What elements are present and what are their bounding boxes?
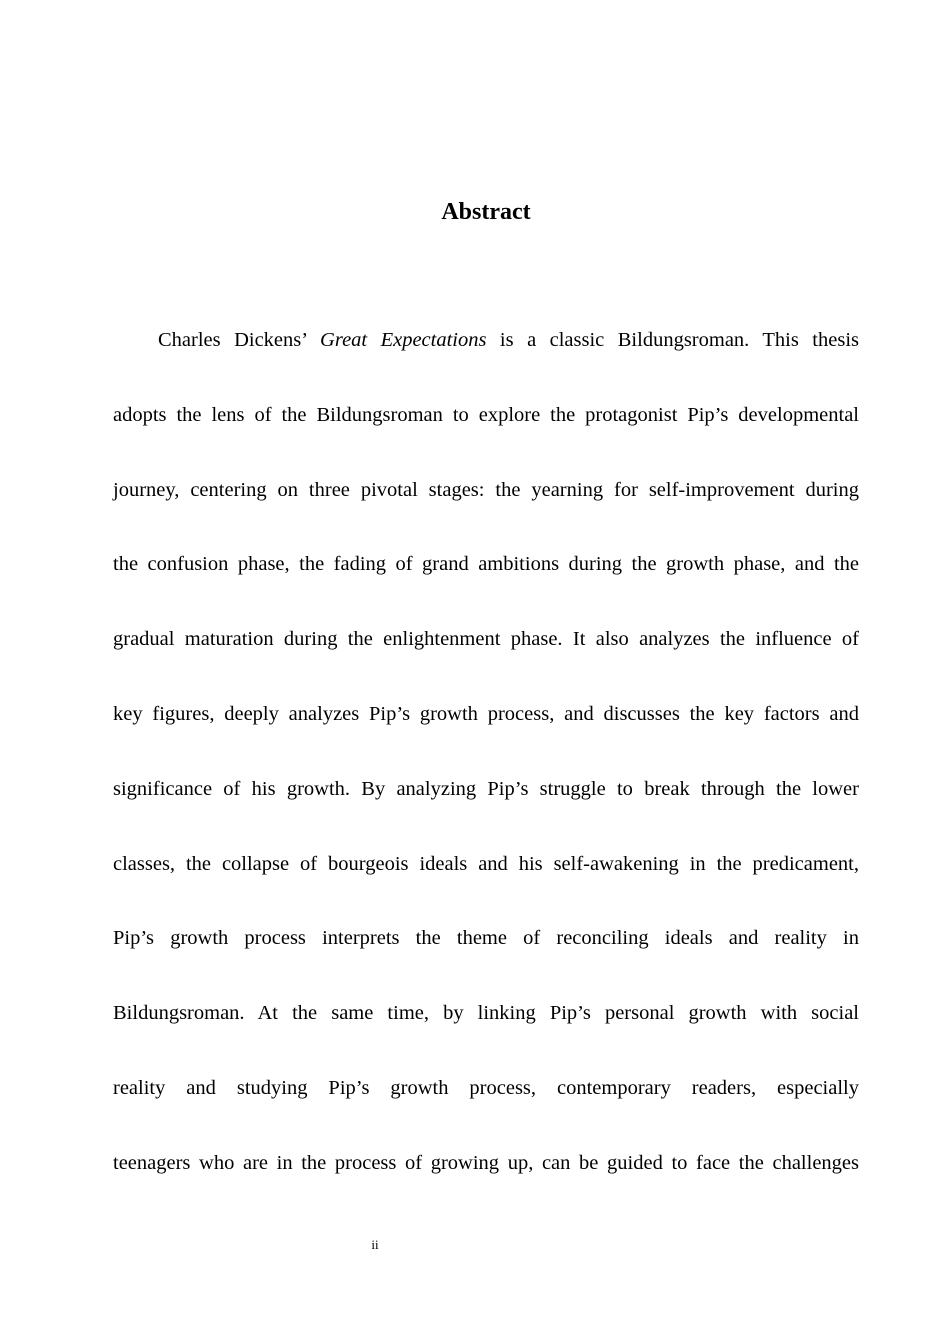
- abstract-line-9: Pip’s growth process interprets the theme of reconciling ideals and reality in: [113, 927, 859, 950]
- abstract-line-1: [113, 322, 859, 397]
- abstract-line-8: classes, the collapse of bourgeois ideals and his self-awakening in the predicament,: [113, 852, 859, 875]
- abstract-line-3: journey, centering on three pivotal stages: the yearning for self-improvement during: [113, 478, 859, 501]
- abstract-body: [113, 322, 859, 1220]
- abstract-line-4: the confusion phase, the fading of grand ambitions during the growth phase, and the: [113, 553, 859, 576]
- abstract-title: Abstract: [441, 199, 531, 225]
- abstract-line-6: key figures, deeply analyzes Pip’s growth process, and discusses the key factors and: [113, 702, 859, 725]
- line-1-before-italic: Charles Dickens’: [158, 329, 321, 351]
- page-number: ii: [371, 1237, 379, 1252]
- abstract-line-5: gradual maturation during the enlightenment phase. It also analyzes the influence of: [113, 628, 859, 651]
- abstract-line-2: adopts the lens of the Bildungsroman to explore the protagonist Pip’s developmental: [113, 403, 859, 426]
- abstract-line-10: Bildungsroman. At the same time, by linking Pip’s personal growth with social: [113, 1002, 859, 1025]
- book-title-italic: Great Expectations: [320, 329, 487, 351]
- abstract-line-12: teenagers who are in the process of growing up, can be guided to face the challenges: [113, 1151, 859, 1174]
- line-1-after-italic: is a classic Bildungsroman. This thesis: [486, 329, 859, 351]
- abstract-line-11: reality and studying Pip’s growth process, contemporary readers, especially: [113, 1076, 859, 1099]
- abstract-line-7: significance of his growth. By analyzing Pip’s struggle to break through the lower: [113, 777, 859, 800]
